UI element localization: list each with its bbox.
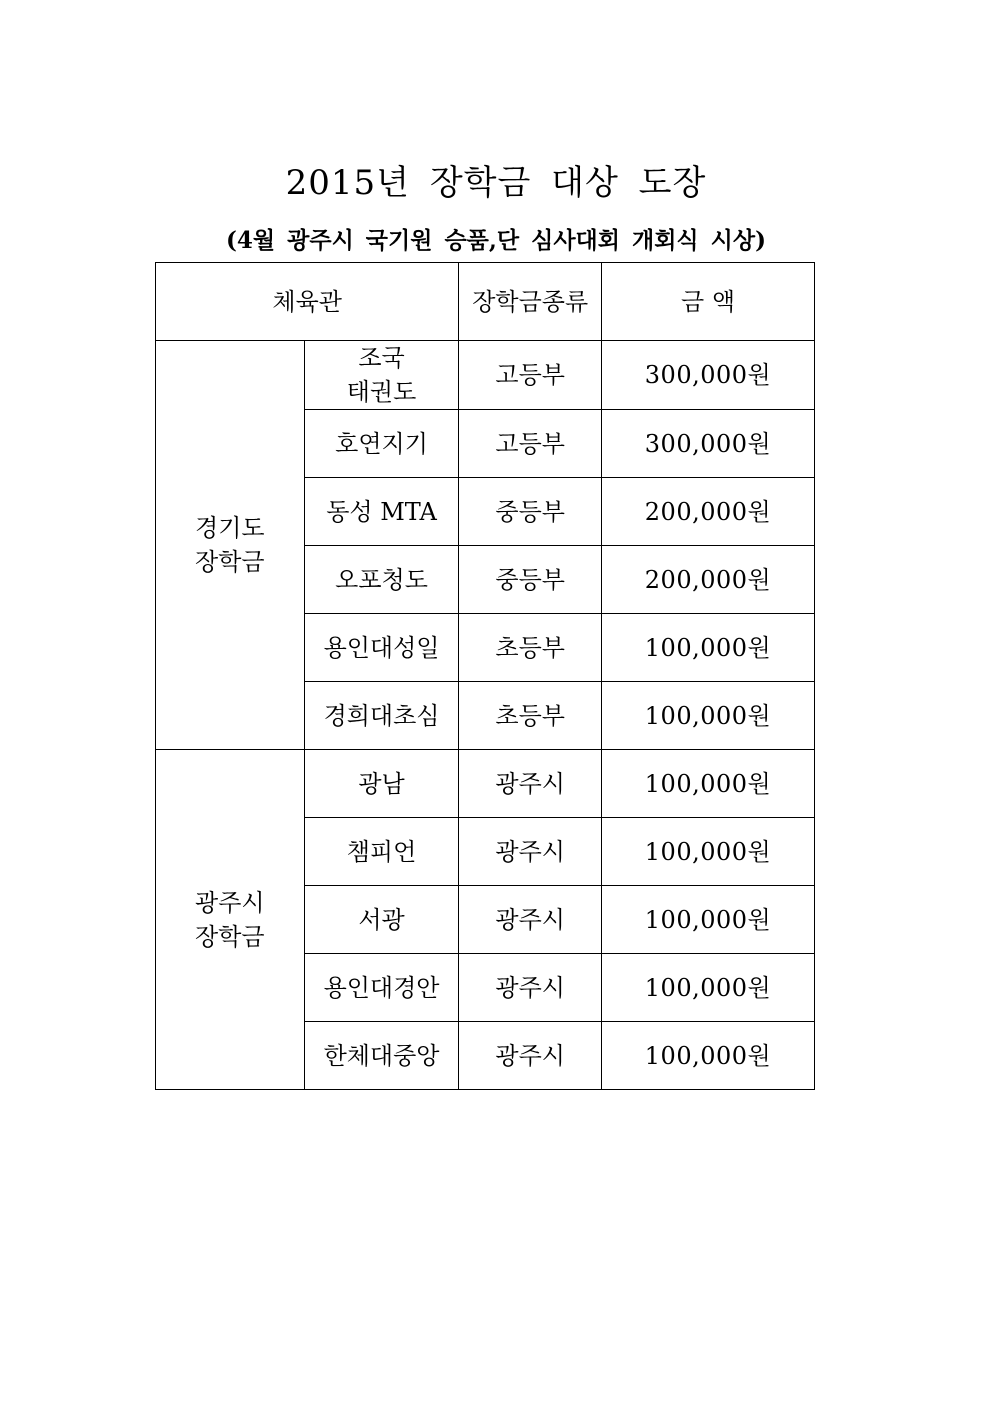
- gym-cell: 서광: [304, 886, 459, 954]
- type-cell: 중등부: [459, 478, 602, 546]
- amount-cell: 100,000원: [602, 818, 815, 886]
- gym-cell: 용인대성일: [304, 614, 459, 682]
- gym-cell: 한체대중앙: [304, 1022, 459, 1090]
- header-scholarship-type: 장학금종류: [459, 263, 602, 341]
- table-row: [156, 750, 815, 818]
- page-title: 2015년 장학금 대상 도장: [285, 163, 707, 203]
- amount-cell: 300,000원: [602, 341, 815, 410]
- gym-cell: 경희대초심: [304, 682, 459, 750]
- scholarship-table: [155, 262, 815, 1090]
- amount-cell: 200,000원: [602, 546, 815, 614]
- gym-cell: 조국 태권도: [304, 341, 459, 410]
- amount-cell: 100,000원: [602, 886, 815, 954]
- type-cell: 광주시: [459, 954, 602, 1022]
- type-cell: 초등부: [459, 614, 602, 682]
- gym-cell: 동성 MTA: [304, 478, 459, 546]
- type-cell: 고등부: [459, 341, 602, 410]
- gym-cell: 광남: [304, 750, 459, 818]
- type-cell: 고등부: [459, 410, 602, 478]
- type-cell: 광주시: [459, 818, 602, 886]
- gym-cell: 용인대경안: [304, 954, 459, 1022]
- type-cell: 광주시: [459, 750, 602, 818]
- region-cell: 광주시 장학금: [156, 750, 305, 1090]
- header-gym: 체육관: [156, 263, 459, 341]
- gym-cell: 오포청도: [304, 546, 459, 614]
- amount-cell: 300,000원: [602, 410, 815, 478]
- amount-cell: 100,000원: [602, 954, 815, 1022]
- amount-cell: 200,000원: [602, 478, 815, 546]
- type-cell: 광주시: [459, 1022, 602, 1090]
- table-row: [156, 341, 815, 410]
- header-amount: 금 액: [602, 263, 815, 341]
- region-cell: 경기도 장학금: [156, 341, 305, 750]
- type-cell: 중등부: [459, 546, 602, 614]
- type-cell: 광주시: [459, 886, 602, 954]
- type-cell: 초등부: [459, 682, 602, 750]
- amount-cell: 100,000원: [602, 614, 815, 682]
- amount-cell: 100,000원: [602, 1022, 815, 1090]
- gym-cell: 챔피언: [304, 818, 459, 886]
- page-subtitle: (4월 광주시 국기원 승품,단 심사대회 개회식 시상): [226, 227, 766, 254]
- table-header-row: [156, 263, 815, 341]
- amount-cell: 100,000원: [602, 682, 815, 750]
- amount-cell: 100,000원: [602, 750, 815, 818]
- gym-cell: 호연지기: [304, 410, 459, 478]
